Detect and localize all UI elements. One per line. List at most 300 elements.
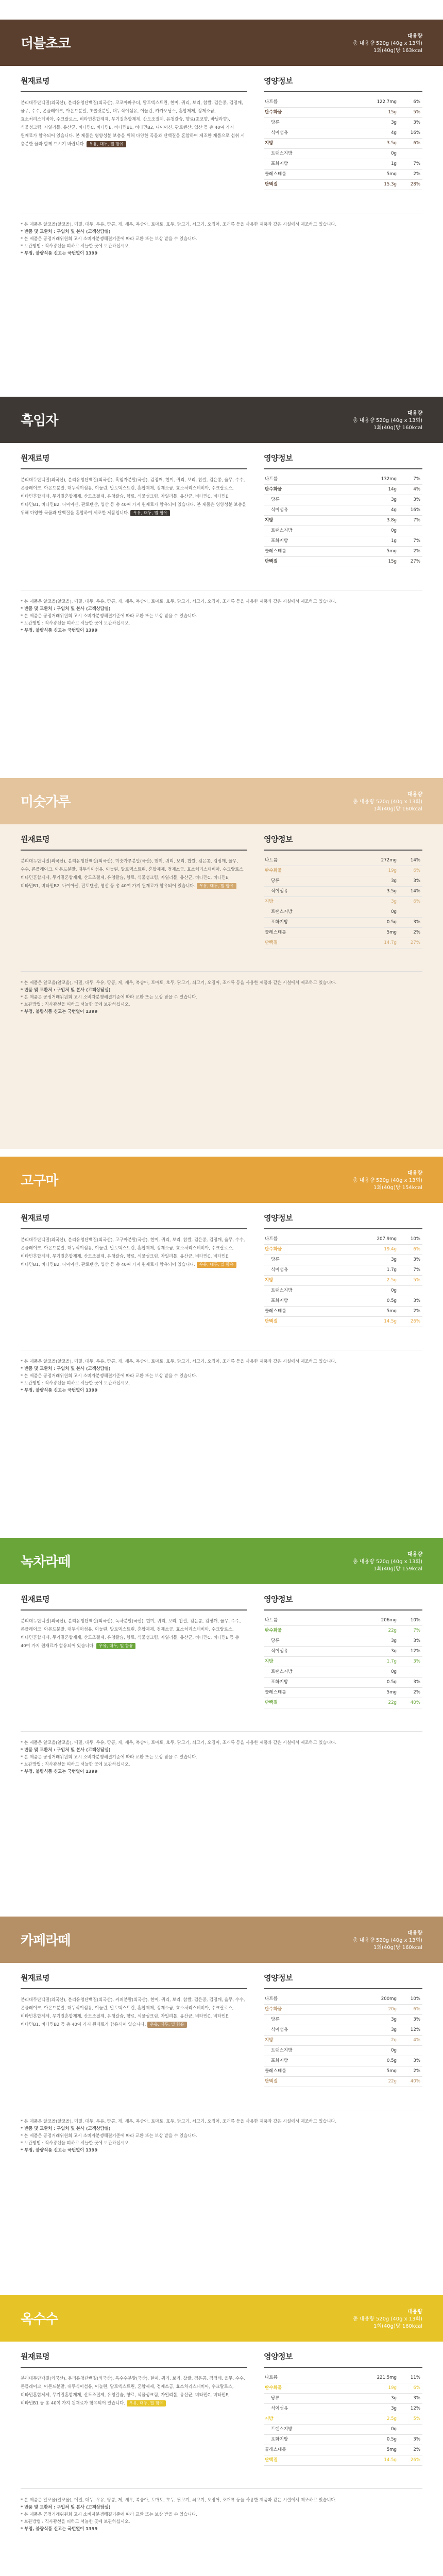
ingredients-heading: 원재료명 [21, 2351, 247, 2368]
nutrient-amount: 207.9mg [377, 1236, 397, 1242]
nutrient-percent: 6% [413, 868, 420, 873]
nutrition-row [264, 2373, 422, 2383]
note-line: * 본 제품은 공정거래위원회 고시 소비자분쟁해결기준에 따라 교환 또는 보상 받을 수 있습니다. [21, 994, 197, 999]
nutrition-heading: 영양정보 [264, 1972, 422, 1989]
nutrient-name: 단백질 [265, 2458, 278, 2463]
product-header [0, 1157, 443, 1203]
nutrition-section [264, 1972, 422, 2087]
ingredients-heading: 원재료명 [21, 1972, 247, 1989]
nutrient-percent: 3% [413, 2017, 420, 2022]
product-meta [353, 1930, 422, 1952]
nutrient-name: 탄수화물 [265, 1628, 282, 1633]
nutrient-name: 나트륨 [265, 1236, 278, 1242]
nutrient-amount: 1g [391, 538, 397, 544]
product-body [0, 1203, 443, 1528]
nutrition-row [264, 1276, 422, 1286]
nutrient-percent: 10% [410, 1996, 420, 2002]
nutrition-row [264, 2046, 422, 2056]
nutrient-name: 트랜스지방 [271, 528, 293, 533]
product-meta [353, 791, 422, 813]
nutrient-percent: 3% [413, 1680, 420, 1685]
nutrient-percent: 3% [413, 920, 420, 925]
nutrition-heading: 영양정보 [264, 75, 422, 92]
allergen-badge: 우유, 대두, 밀 함유 [147, 2022, 187, 2028]
nutrient-percent: 16% [410, 130, 420, 135]
nutrient-amount: 3g [391, 899, 397, 904]
nutrient-name: 포화지방 [271, 2437, 288, 2442]
nutrient-amount: 5mg [386, 172, 397, 177]
product-meta-line: 총 내용량 520g (40g x 13회) [352, 2316, 422, 2322]
nutrition-row [264, 536, 422, 547]
nutrition-section [264, 1594, 422, 1708]
note-line: * 부정, 불량식품 신고는 국번없이 1399 [21, 2526, 98, 2531]
nutrient-name: 단백질 [265, 182, 278, 187]
nutrient-percent: 10% [410, 1618, 420, 1623]
nutrient-percent [397, 907, 422, 917]
nutrition-row [264, 139, 422, 149]
nutrient-amount: 2.5g [386, 2416, 397, 2421]
nutrient-percent [397, 526, 422, 536]
nutrition-row [264, 516, 422, 526]
nutrient-amount: 14.7g [384, 940, 397, 945]
nutrition-row [264, 2394, 422, 2404]
nutrient-name: 단백질 [265, 940, 278, 945]
product-meta-line: 1회(40g)당 154kcal [373, 1185, 422, 1191]
nutrient-amount: 4g [391, 130, 397, 135]
nutrient-amount: 3g [391, 2017, 397, 2022]
nutrient-percent: 3% [413, 1298, 420, 1303]
nutrition-heading: 영양정보 [264, 1594, 422, 1611]
nutrient-name: 트랜스지방 [271, 1669, 293, 1674]
nutrient-amount: 0.5g [386, 920, 397, 925]
nutrient-name: 당류 [271, 497, 280, 502]
nutrient-amount: 22g [388, 1700, 397, 1705]
product-meta [353, 1551, 422, 1573]
note-line: * 본 제품은 알코올(알코올), 메밀, 대두, 우유, 땅콩, 게, 새우, 복숭아, 토마토, 호두, 닭고기, 쇠고기, 오징어, 조개류 등을 사용한 제품과 같은 시설에서 제조하고 있습니다. [21, 1740, 337, 1745]
nutrient-percent: 3% [413, 497, 420, 502]
nutrition-row [264, 2025, 422, 2036]
product-meta-line: 1회(40g)당 160kcal [373, 1945, 422, 1951]
product-meta-line: 1회(40g)당 163kcal [373, 48, 422, 54]
product-meta [353, 2309, 422, 2330]
nutrient-name: 트랜스지방 [271, 1288, 293, 1293]
nutrient-percent: 6% [413, 899, 420, 904]
nutrient-name: 단백질 [265, 1700, 278, 1705]
nutrient-name: 트랜스지방 [271, 151, 293, 156]
nutrient-percent: 27% [410, 559, 420, 564]
nutrient-percent: 27% [410, 940, 420, 945]
ingredients-heading: 원재료명 [21, 1594, 247, 1611]
nutrition-row [264, 1626, 422, 1636]
product-title: 흑임자 [21, 413, 58, 429]
nutrient-name: 당류 [271, 878, 280, 884]
nutrient-amount: 5mg [386, 1690, 397, 1695]
product-meta [353, 410, 422, 432]
product-meta-line: 대용량 [407, 33, 422, 39]
nutrient-percent: 10% [410, 1236, 420, 1242]
note-line: * 보관방법 : 직사광선을 피하고 서늘한 곳에 보관하십시오. [21, 2519, 130, 2524]
nutrient-amount: 1.7g [386, 1659, 397, 1664]
nutrient-amount: 5mg [386, 549, 397, 554]
nutrient-amount: 2g [391, 2038, 397, 2043]
nutrient-percent: 3% [413, 1257, 420, 1262]
nutrition-row [264, 2077, 422, 2087]
product-panel-choco [0, 20, 443, 391]
nutrient-name: 식이섬유 [271, 2027, 288, 2032]
product-panel-cafelatte [0, 1917, 443, 2287]
nutrient-amount: 0.5g [386, 2437, 397, 2442]
product-title: 더블초코 [21, 36, 71, 52]
nutrient-amount: 3g [391, 878, 397, 884]
product-meta [353, 1170, 422, 1192]
nutrient-name: 당류 [271, 2017, 280, 2022]
nutrient-percent [397, 1667, 422, 1677]
nutrition-row [264, 2056, 422, 2066]
nutrient-name: 트랜스지방 [271, 909, 293, 914]
nutrient-percent: 5% [413, 1278, 420, 1283]
nutrient-percent: 2% [413, 1309, 420, 1314]
nutrient-name: 탄수화물 [265, 2385, 282, 2391]
nutrient-amount: 5mg [386, 1309, 397, 1314]
nutrient-name: 지방 [265, 141, 274, 146]
nutrient-amount: 132mg [381, 477, 397, 482]
nutrient-amount: 3g [391, 120, 397, 125]
nutrition-row [264, 1317, 422, 1327]
nutrition-row [264, 1994, 422, 2005]
nutrient-name: 포화지방 [271, 161, 288, 166]
note-line: * 본 제품은 공정거래위원회 고시 소비자분쟁해결기준에 따라 교환 또는 보상 받을 수 있습니다. [21, 2512, 197, 2517]
nutrient-name: 식이섬유 [271, 1649, 288, 1654]
nutrient-percent: 7% [413, 1628, 420, 1633]
nutrition-row [264, 97, 422, 108]
nutrition-row [264, 1647, 422, 1657]
product-header [0, 2295, 443, 2342]
note-line: * 반품 및 교환처 : 구입처 및 본사 (고객상담실) [21, 2504, 111, 2510]
nutrient-amount: 3g [391, 1257, 397, 1262]
nutrition-row [264, 557, 422, 567]
nutrient-percent: 6% [413, 2385, 420, 2391]
ingredients-section [21, 834, 247, 890]
ingredients-section [21, 75, 247, 148]
nutrient-amount: 14g [388, 487, 397, 492]
nutrient-percent: 2% [413, 549, 420, 554]
nutrient-amount: 122.7mg [377, 99, 397, 105]
ingredients-body: 분리대두단백질(외국산), 분리유청단백질(외국산), 옥수수분말(국산), 현미, 귀리, 보리, 찹쌀, 검은콩, 검정깨, 율무, 수수, 콘플레이크, 아몬드분말, 대두식이섬유, 이눌린, 말토덱스트린, 혼합제제, 정제소금, 효소처리스테비아, 수크랄로스, 비타민혼합제제, 무기질혼합제제, 산도조절제, 유청칼슘, 향료, 식물성크림, 자일리톨, 유산균, 비타민C, 비타민E, 비타민B1 등 총 40여 가지 원재료가 함유되어 있습니다. [21, 2376, 245, 2405]
product-meta-line: 총 내용량 520g (40g x 13회) [352, 1559, 422, 1565]
nutrition-row [264, 159, 422, 170]
ingredients-text [21, 1617, 247, 1650]
product-meta-line: 1회(40g)당 160kcal [373, 425, 422, 431]
note-line: * 반품 및 교환처 : 구입처 및 본사 (고객상담실) [21, 606, 111, 611]
product-meta-line: 1회(40g)당 160kcal [373, 806, 422, 812]
nutrient-amount: 15g [388, 559, 397, 564]
nutrient-name: 식이섬유 [271, 130, 288, 135]
ingredients-heading: 원재료명 [21, 834, 247, 851]
nutrient-name: 식이섬유 [271, 889, 288, 894]
nutrient-name: 나트륨 [265, 858, 278, 863]
nutrient-name: 당류 [271, 2396, 280, 2401]
nutrient-percent: 7% [413, 518, 420, 523]
ingredients-body: 분리대두단백질(외국산), 분리유청단백질(외국산), 흑임자분말(국산), 검정깨, 현미, 귀리, 보리, 찹쌀, 검은콩, 율무, 수수, 콘플레이크, 아몬드분말, 대두식이섬유, 이눌린, 말토덱스트린, 혼합제제, 정제소금, 효소처리스테비아, 수크랄로스, 비타민혼합제제, 무기질혼합제제, 산도조절제, 유청칼슘, 향료, 식물성크림, 자일리톨, 유산균, 비타민C, 비타민E, 비타민B1, 비타민B2, 나이아신, 판토텐산, 엽산 등 총 40여 가지 원재료가 함유되어 있습니다. 본 제품은 영양성분 보충을 위해 다양한 곡물과 단백질을 혼합하여 제조한 제품입니다. [21, 477, 246, 515]
nutrient-amount: 0g [391, 2427, 397, 2432]
nutrient-name: 탄수화물 [265, 487, 282, 492]
nutrient-percent: 7% [413, 161, 420, 166]
nutrition-row [264, 180, 422, 190]
nutrition-row [264, 505, 422, 516]
nutrient-percent: 2% [413, 930, 420, 935]
product-meta-line: 대용량 [407, 1171, 422, 1176]
nutrition-row [264, 907, 422, 918]
note-line: * 보관방법 : 직사광선을 피하고 서늘한 곳에 보관하십시오. [21, 2140, 130, 2145]
nutrient-percent: 26% [410, 2458, 420, 2463]
nutrition-row [264, 1234, 422, 1245]
product-notes [21, 2110, 422, 2154]
nutrient-name: 지방 [265, 1659, 274, 1664]
nutrient-percent: 3% [413, 120, 420, 125]
note-line: * 본 제품은 알코올(알코올), 메밀, 대두, 우유, 땅콩, 게, 새우, 복숭아, 토마토, 호두, 닭고기, 쇠고기, 오징어, 조개류 등을 사용한 제품과 같은 시설에서 제조하고 있습니다. [21, 2119, 337, 2124]
nutrient-amount: 5mg [386, 930, 397, 935]
note-line: * 본 제품은 알코올(알코올), 메밀, 대두, 우유, 땅콩, 게, 새우, 복숭아, 토마토, 호두, 닭고기, 쇠고기, 오징어, 조개류 등을 사용한 제품과 같은 시설에서 제조하고 있습니다. [21, 599, 337, 604]
ingredients-text [21, 476, 247, 517]
nutrient-name: 지방 [265, 899, 274, 904]
product-header [0, 20, 443, 66]
note-line: * 부정, 불량식품 신고는 국번없이 1399 [21, 250, 98, 256]
nutrient-amount: 3g [391, 2406, 397, 2411]
nutrient-amount: 0g [391, 909, 397, 914]
nutrient-amount: 200mg [381, 1996, 397, 2002]
product-notes [21, 971, 422, 1015]
note-line: * 본 제품은 알코올(알코올), 메밀, 대두, 우유, 땅콩, 게, 새우, 복숭아, 토마토, 호두, 닭고기, 쇠고기, 오징어, 조개류 등을 사용한 제품과 같은 시설에서 제조하고 있습니다. [21, 2497, 337, 2502]
product-notes [21, 213, 422, 257]
product-meta [353, 33, 422, 55]
nutrition-row [264, 2414, 422, 2425]
product-panel-goguma [0, 1157, 443, 1528]
nutrient-name: 포화지방 [271, 1680, 288, 1685]
nutrient-percent: 7% [413, 477, 420, 482]
ingredients-text [21, 1995, 247, 2028]
nutrient-amount: 206mg [381, 1618, 397, 1623]
nutrition-row [264, 918, 422, 928]
nutrient-percent: 3% [413, 2058, 420, 2063]
nutrition-row [264, 118, 422, 128]
nutrition-row [264, 866, 422, 876]
nutrient-amount: 19g [388, 2385, 397, 2391]
nutrition-row [264, 1307, 422, 1317]
nutrition-row [264, 2383, 422, 2394]
nutrient-percent: 6% [413, 141, 420, 146]
note-line: * 부정, 불량식품 신고는 국번없이 1399 [21, 1769, 98, 1774]
note-line: * 보관방법 : 직사광선을 피하고 서늘한 곳에 보관하십시오. [21, 243, 130, 248]
product-meta-line: 1회(40g)당 160kcal [373, 2324, 422, 2329]
note-line: * 보관방법 : 직사광선을 피하고 서늘한 곳에 보관하십시오. [21, 1002, 130, 1007]
nutrition-row [264, 485, 422, 495]
nutrient-percent: 5% [413, 2416, 420, 2421]
nutrient-percent: 28% [410, 182, 420, 187]
nutrient-percent: 3% [413, 878, 420, 884]
nutrient-name: 지방 [265, 1278, 274, 1283]
nutrition-row [264, 547, 422, 557]
product-notes [21, 590, 422, 634]
note-line: * 반품 및 교환처 : 구입처 및 본사 (고객상담실) [21, 987, 111, 992]
nutrient-name: 지방 [265, 518, 274, 523]
nutrient-percent: 40% [410, 1700, 420, 1705]
product-meta-line: 1회(40g)당 159kcal [373, 1566, 422, 1572]
nutrition-row [264, 170, 422, 180]
note-line: * 본 제품은 알코올(알코올), 메밀, 대두, 우유, 땅콩, 게, 새우, 복숭아, 토마토, 호두, 닭고기, 쇠고기, 오징어, 조개류 등을 사용한 제품과 같은 시설에서 제조하고 있습니다. [21, 222, 337, 227]
nutrition-row [264, 928, 422, 938]
nutrition-row [264, 887, 422, 897]
nutrient-name: 당류 [271, 120, 280, 125]
note-line: * 본 제품은 공정거래위원회 고시 소비자분쟁해결기준에 따라 교환 또는 보상 받을 수 있습니다. [21, 2133, 197, 2138]
note-line: * 반품 및 교환처 : 구입처 및 본사 (고객상담실) [21, 2126, 111, 2131]
nutrient-percent: 5% [413, 110, 420, 115]
nutrition-row [264, 856, 422, 866]
nutrient-name: 트랜스지방 [271, 2048, 293, 2053]
nutrient-percent: 6% [413, 99, 420, 105]
nutrition-row [264, 2435, 422, 2445]
product-meta-line: 대용량 [407, 1552, 422, 1557]
product-body [0, 443, 443, 768]
product-notes [21, 1731, 422, 1775]
nutrition-row [264, 128, 422, 139]
ingredients-text [21, 2374, 247, 2407]
nutrient-name: 콜레스테롤 [265, 172, 286, 177]
nutrient-name: 당류 [271, 1257, 280, 1262]
product-panel-corn [0, 2295, 443, 2576]
nutrient-percent: 26% [410, 1319, 420, 1324]
product-panel-greentea [0, 1538, 443, 1909]
nutrient-name: 지방 [265, 2038, 274, 2043]
nutrition-row [264, 1698, 422, 1708]
product-panel-heukimja [0, 397, 443, 768]
nutrition-row [264, 1657, 422, 1667]
note-line: * 보관방법 : 직사광선을 피하고 서늘한 곳에 보관하십시오. [21, 620, 130, 625]
nutrition-heading: 영양정보 [264, 1212, 422, 1229]
product-meta-line: 대용량 [407, 411, 422, 416]
nutrient-amount: 0g [391, 2048, 397, 2053]
nutrient-name: 포화지방 [271, 538, 288, 544]
nutrient-percent [397, 2046, 422, 2056]
nutrient-percent: 12% [410, 1649, 420, 1654]
nutrition-section [264, 2351, 422, 2466]
ingredients-section [21, 1972, 247, 2028]
nutrition-section [264, 75, 422, 190]
ingredients-heading: 원재료명 [21, 75, 247, 92]
nutrient-percent: 7% [413, 1267, 420, 1273]
ingredients-body: 분리대두단백질(외국산), 분리유청단백질(외국산), 코코아파우더, 말토덱스트린, 현미, 귀리, 보리, 찹쌀, 검은콩, 검정깨, 율무, 수수, 콘플레이크, 아몬드분말, 초콜릿분말, 대두식이섬유, 이눌린, 카카오닙스, 혼합제제, 정제소금, 효소처리스테비아, 수크랄로스, 비타민혼합제제, 무기질혼합제제, 산도조절제, 유청칼슘, 향료(초코향, 바닐라향), 식물성크림, 자일리톨, 유산균, 비타민C, 비타민E, 비타민B1, 비타민B2, 나이아신, 판토텐산, 엽산 등 총 40여 가지 원재료가 함유되어 있습니다. 본 제품은 영양성분 보충을 위해 다양한 곡물과 단백질을 혼합하여 제조한 제품으로 섭취 시 충분한 물과 함께 드시기 바랍니다. [21, 100, 245, 146]
nutrient-amount: 4g [391, 507, 397, 513]
ingredients-section [21, 1594, 247, 1650]
ingredients-body: 분리대두단백질(외국산), 분리유청단백질(외국산), 고구마분말(국산), 현미, 귀리, 보리, 찹쌀, 검은콩, 검정깨, 율무, 수수, 콘플레이크, 아몬드분말, 대두식이섬유, 이눌린, 말토덱스트린, 혼합제제, 정제소금, 효소처리스테비아, 수크랄로스, 비타민혼합제제, 무기질혼합제제, 산도조절제, 유청칼슘, 향료, 식물성크림, 자일리톨, 유산균, 비타민C, 비타민E, 비타민B1, 비타민B2, 나이아신, 판토텐산, 엽산 등 총 40여 가지 원재료가 함유되어 있습니다. [21, 1237, 245, 1267]
nutrient-percent: 3% [413, 2396, 420, 2401]
product-meta-line: 총 내용량 520g (40g x 13회) [352, 1178, 422, 1183]
nutrient-percent: 6% [413, 2007, 420, 2012]
nutrient-percent: 16% [410, 507, 420, 513]
nutrition-row [264, 1677, 422, 1688]
note-line: * 본 제품은 공정거래위원회 고시 소비자분쟁해결기준에 따라 교환 또는 보상 받을 수 있습니다. [21, 613, 197, 618]
nutrition-heading: 영양정보 [264, 452, 422, 469]
nutrient-name: 콜레스테롤 [265, 930, 286, 935]
nutrient-name: 포화지방 [271, 920, 288, 925]
nutrient-name: 포화지방 [271, 2058, 288, 2063]
product-body [0, 1963, 443, 2287]
nutrient-name: 탄수화물 [265, 868, 282, 873]
ingredients-heading: 원재료명 [21, 452, 247, 469]
nutrient-amount: 0.5g [386, 1680, 397, 1685]
product-meta-line: 총 내용량 520g (40g x 13회) [352, 418, 422, 423]
nutrient-name: 탄수화물 [265, 1247, 282, 1252]
nutrition-heading: 영양정보 [264, 2351, 422, 2368]
nutrient-name: 콜레스테롤 [265, 2447, 286, 2452]
nutrition-row [264, 2404, 422, 2414]
allergen-badge: 우유, 대두, 밀 함유 [197, 1262, 236, 1268]
nutrient-amount: 19.4g [384, 1247, 397, 1252]
nutrient-percent: 4% [413, 2038, 420, 2043]
product-meta-line: 대용량 [407, 2309, 422, 2315]
nutrient-amount: 15g [388, 110, 397, 115]
nutrient-name: 나트륨 [265, 477, 278, 482]
nutrient-percent: 2% [413, 2069, 420, 2074]
nutrition-section [264, 834, 422, 948]
note-line: * 부정, 불량식품 신고는 국번없이 1399 [21, 2147, 98, 2153]
nutrition-row [264, 2455, 422, 2466]
product-body [0, 1584, 443, 1909]
note-line: * 반품 및 교환처 : 구입처 및 본사 (고객상담실) [21, 1747, 111, 1752]
nutrient-percent: 40% [410, 2079, 420, 2084]
product-header [0, 1538, 443, 1584]
nutrient-percent: 12% [410, 2027, 420, 2032]
note-line: * 반품 및 교환처 : 구입처 및 본사 (고객상담실) [21, 229, 111, 234]
product-notes [21, 2488, 422, 2532]
nutrient-amount: 20g [388, 2007, 397, 2012]
nutrient-name: 나트륨 [265, 1996, 278, 2002]
nutrient-percent: 3% [413, 1638, 420, 1643]
nutrient-name: 나트륨 [265, 1618, 278, 1623]
nutrient-name: 콜레스테롤 [265, 1309, 286, 1314]
product-meta-line: 총 내용량 520g (40g x 13회) [352, 41, 422, 46]
ingredients-text [21, 98, 247, 148]
nutrient-name: 탄수화물 [265, 2007, 282, 2012]
note-line: * 부정, 불량식품 신고는 국번없이 1399 [21, 1009, 98, 1014]
nutrition-row [264, 149, 422, 159]
nutrient-percent: 2% [413, 172, 420, 177]
nutrient-percent [397, 149, 422, 159]
nutrient-amount: 14.5g [384, 1319, 397, 1324]
allergen-badge: 우유, 대두, 밀 함유 [130, 510, 170, 516]
nutrient-name: 지방 [265, 2416, 274, 2421]
nutrient-name: 콜레스테롤 [265, 1690, 286, 1695]
nutrition-row [264, 1255, 422, 1265]
note-line: * 본 제품은 공정거래위원회 고시 소비자분쟁해결기준에 따라 교환 또는 보상 받을 수 있습니다. [21, 1373, 197, 1378]
nutrient-name: 나트륨 [265, 99, 278, 105]
note-line: * 보관방법 : 직사광선을 피하고 서늘한 곳에 보관하십시오. [21, 1380, 130, 1385]
nutrition-row [264, 897, 422, 907]
note-line: * 본 제품은 공정거래위원회 고시 소비자분쟁해결기준에 따라 교환 또는 보상 받을 수 있습니다. [21, 236, 197, 241]
nutrient-name: 단백질 [265, 2079, 278, 2084]
nutrient-percent [397, 2425, 422, 2434]
allergen-badge: 우유, 대두, 밀 함유 [197, 883, 236, 889]
nutrient-name: 단백질 [265, 1319, 278, 1324]
note-line: * 본 제품은 알코올(알코올), 메밀, 대두, 우유, 땅콩, 게, 새우, 복숭아, 토마토, 호두, 닭고기, 쇠고기, 오징어, 조개류 등을 사용한 제품과 같은 시설에서 제조하고 있습니다. [21, 1359, 337, 1364]
nutrition-row [264, 495, 422, 505]
note-line: * 부정, 불량식품 신고는 국번없이 1399 [21, 1387, 98, 1393]
product-panel-misu [0, 778, 443, 1149]
ingredients-body: 분리대두단백질(외국산), 분리유청단백질(외국산), 녹차분말(국산), 현미, 귀리, 보리, 찹쌀, 검은콩, 검정깨, 율무, 수수, 콘플레이크, 아몬드분말, 대두식이섬유, 이눌린, 말토덱스트린, 혼합제제, 정제소금, 효소처리스테비아, 수크랄로스, 비타민혼합제제, 무기질혼합제제, 산도조절제, 유청칼슘, 향료, 식물성크림, 자일리톨, 유산균, 비타민C, 비타민E 등 총 40여 가지 원재료가 함유되어 있습니다. [21, 1618, 241, 1648]
nutrient-amount: 0g [391, 151, 397, 156]
ingredients-body: 분리대두단백질(외국산), 분리유청단백질(외국산), 커피분말(외국산), 현미, 귀리, 보리, 찹쌀, 검은콩, 검정깨, 율무, 수수, 콘플레이크, 아몬드분말, 대두식이섬유, 이눌린, 말토덱스트린, 혼합제제, 정제소금, 효소처리스테비아, 수크랄로스, 비타민혼합제제, 무기질혼합제제, 산도조절제, 유청칼슘, 향료, 식물성크림, 자일리톨, 유산균, 비타민C, 비타민E, 비타민B1, 비타민B2 등 총 40여 가지 원재료가 함유되어 있습니다. [21, 1997, 245, 2027]
ingredients-section [21, 452, 247, 517]
nutrient-amount: 0g [391, 1288, 397, 1293]
